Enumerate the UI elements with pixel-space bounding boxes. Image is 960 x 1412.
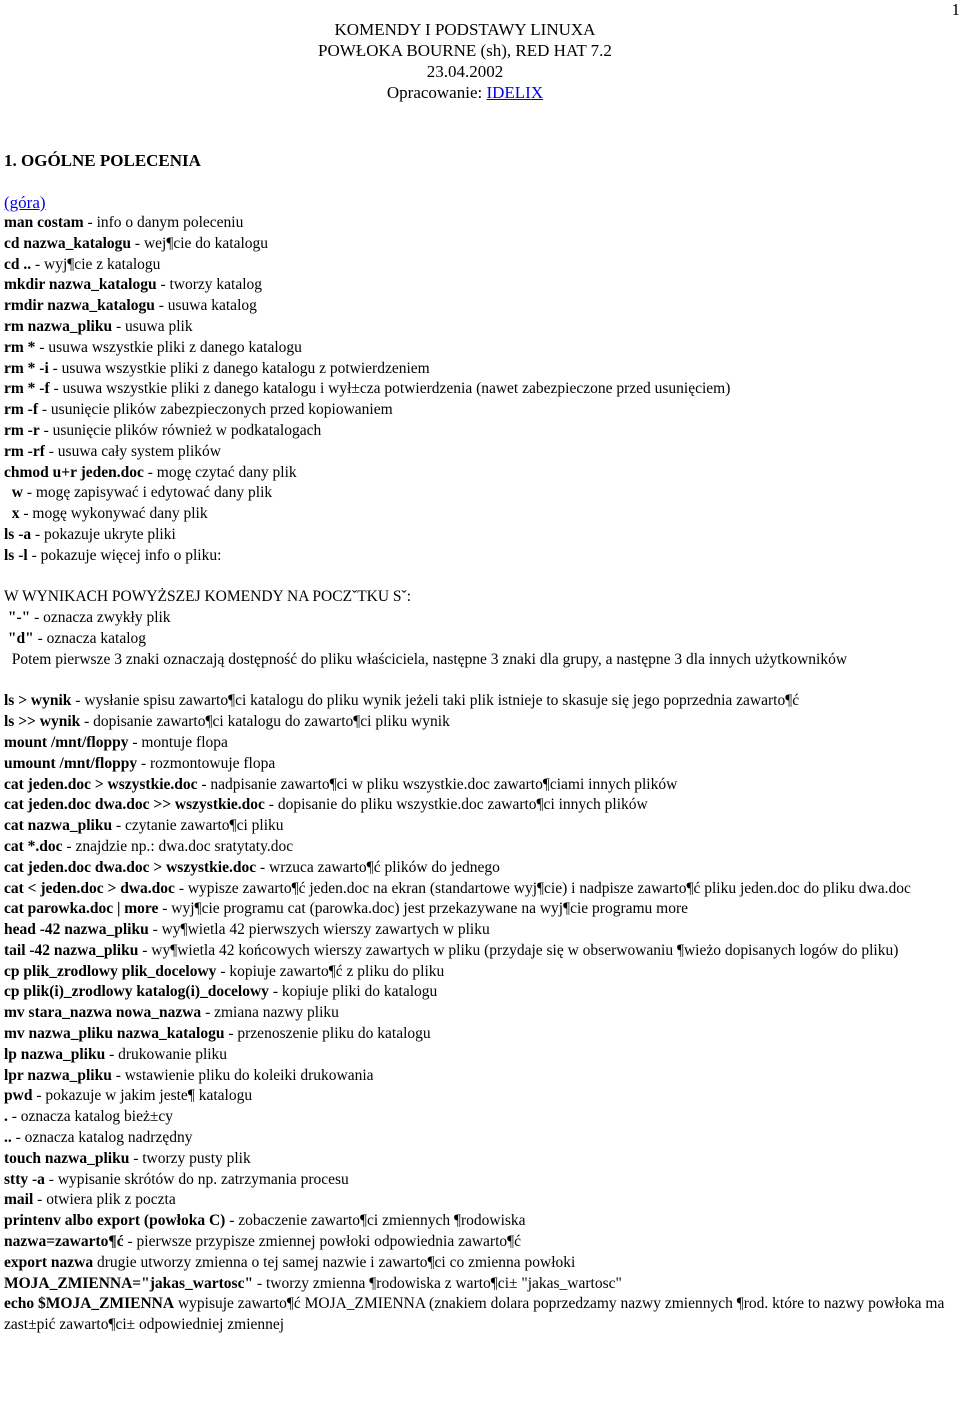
command-description: - usuwa wszystkie pliki z danego katalogu [35, 338, 302, 356]
command-description: - przenoszenie pliku do katalogu [224, 1025, 431, 1043]
command-description: - oznacza katalog bież±cy [7, 1108, 174, 1126]
command-entry [4, 504, 954, 525]
command-entry [4, 255, 954, 276]
command-description: - kopiuje zawarto¶ć z pliku do pliku [216, 962, 445, 980]
command-entry [4, 1190, 954, 1211]
command-name: mv nazwa_pliku nazwa_katalogu [4, 1025, 225, 1043]
command-name: w [4, 484, 23, 502]
command-name: man costam [4, 214, 84, 231]
command-name: cat jeden.doc > wszystkie.doc [4, 775, 198, 793]
command-name: rmdir nazwa_katalogu [4, 297, 155, 315]
command-entry [4, 879, 954, 900]
command-name: cp plik(i)_zrodlowy katalog(i)_docelowy [4, 983, 269, 1001]
document-subtitle: POWŁOKA BOURNE (sh), RED HAT 7.2 [318, 41, 612, 60]
command-entry [4, 1024, 954, 1045]
command-entry [4, 1107, 954, 1128]
page-number: 1 [951, 0, 960, 19]
command-entry [4, 525, 954, 546]
command-name: ls >> wynik [4, 713, 81, 731]
command-description: - usuwa plik [112, 317, 193, 335]
command-entry [4, 629, 954, 650]
command-name: rm * -i [4, 359, 49, 377]
command-name: cd nazwa_katalogu [4, 234, 132, 252]
command-name: lp nazwa_pliku [4, 1045, 106, 1063]
command-description: - info o danym poleceniu [83, 214, 244, 231]
command-entry [4, 754, 954, 775]
author-line [0, 82, 930, 103]
command-entry [4, 1294, 954, 1336]
command-name: .. [4, 1129, 12, 1147]
command-name: stty -a [4, 1170, 45, 1188]
command-name: head -42 nazwa_pliku [4, 921, 149, 939]
command-name: mount /mnt/floppy [4, 733, 129, 751]
command-name: rm -f [4, 401, 38, 419]
command-entry [4, 379, 954, 400]
blank-line [4, 567, 954, 588]
command-entry [4, 1211, 954, 1232]
command-entry [4, 858, 954, 879]
command-description: - montuje flopa [128, 733, 228, 751]
command-entry [4, 421, 954, 442]
command-description: - mogę zapisywać i edytować dany plik [22, 484, 273, 502]
command-name: ls -l [4, 546, 28, 564]
command-entry [4, 962, 954, 983]
command-name: MOJA_ZMIENNA="jakas_wartosc" [4, 1274, 254, 1292]
command-entry [4, 691, 954, 712]
command-entry [4, 1066, 954, 1087]
command-description: - mogę wykonywać dany plik [19, 505, 208, 523]
command-entry [4, 275, 954, 296]
command-description: - pokazuje w jakim jeste¶ katalogu [32, 1087, 253, 1105]
command-description: - wej¶cie do katalogu [131, 234, 269, 252]
command-name: mv stara_nazwa nowa_nazwa [4, 1004, 202, 1022]
command-name: "d" [4, 629, 34, 647]
command-entry [4, 712, 954, 733]
command-description: - tworzy katalog [156, 276, 263, 294]
command-name: pwd [4, 1087, 33, 1105]
command-description: - zmiana nazwy pliku [201, 1004, 339, 1022]
command-entry [4, 650, 954, 671]
command-description: - pokazuje więcej info o pliku: [27, 546, 222, 564]
command-description: Potem pierwsze 3 znaki oznaczają dostępność do pliku właściciela, następne 3 znaki dla grupy, a następne 3 dla innych użytkowników [4, 650, 848, 668]
command-list [4, 213, 954, 1336]
command-description: wypisuje zawarto¶ć MOJA_ZMIENNA (znakiem dolara poprzedzamy nazwy zmiennych ¶rod. które to nazwy powłoka ma zast±pić zawarto¶ci± odpowiedniej zmiennej [4, 1295, 949, 1334]
command-entry [4, 1170, 954, 1191]
command-name: rm * -f [4, 380, 50, 398]
command-description: - rozmontowuje flopa [137, 754, 276, 772]
command-name: . [4, 1108, 8, 1126]
command-description: - wyj¶cie z katalogu [31, 255, 161, 273]
command-entry [4, 234, 954, 255]
command-name: chmod u+r jeden.doc [4, 463, 144, 481]
command-description: - wy¶wietla 42 końcowych wierszy zawartych w pliku (przydaje się w obserwowaniu ¶wieżo dopisanych logów do pliku) [138, 941, 899, 959]
command-name: ls > wynik [4, 692, 72, 710]
command-description: - pokazuje ukryte pliki [31, 525, 176, 543]
command-entry [4, 1232, 954, 1253]
command-description: - usunięcie plików również w podkatalogach [39, 421, 322, 439]
command-name: ls -a [4, 525, 32, 543]
command-name: cp plik_zrodlowy plik_docelowy [4, 962, 217, 980]
command-entry [4, 317, 954, 338]
command-entry [4, 733, 954, 754]
command-description: - nadpisanie zawarto¶ci w pliku wszystkie.doc zawarto¶ciami innych plików [197, 775, 678, 793]
command-entry [4, 775, 954, 796]
command-name: umount /mnt/floppy [4, 754, 138, 772]
command-name: cat jeden.doc dwa.doc > wszystkie.doc [4, 858, 257, 876]
command-entry [4, 608, 954, 629]
command-description: - usuwa wszystkie pliki z danego katalogu i wył±cza potwierdzenia (nawet zabezpieczone przed usunięciem) [49, 380, 731, 398]
command-name: rm -rf [4, 442, 45, 460]
command-entry [4, 920, 954, 941]
command-name: mkdir nazwa_katalogu [4, 276, 157, 294]
command-entry [4, 795, 954, 816]
command-entry [4, 296, 954, 317]
command-name: rm -r [4, 421, 40, 439]
command-entry [4, 1086, 954, 1107]
command-description: - czytanie zawarto¶ci pliku [112, 817, 284, 835]
section-title: 1. OGÓLNE POLECENIA [4, 151, 201, 170]
command-name: printenv albo export (powłoka C) [4, 1212, 226, 1230]
command-description: - wypisanie skrótów do np. zatrzymania procesu [44, 1170, 349, 1188]
command-name: cat parowka.doc | more [4, 900, 159, 918]
command-entry [4, 1045, 954, 1066]
command-name: x [4, 505, 20, 523]
command-description: - wypisze zawarto¶ć jeden.doc na ekran (standartowe wyj¶cie) i nadpisze zawarto¶ć pliku jeden.doc do pliku dwa.doc [174, 879, 911, 897]
command-name: lpr nazwa_pliku [4, 1066, 112, 1084]
command-entry [4, 837, 954, 858]
command-description: - usuwa katalog [154, 297, 257, 315]
command-entry [4, 587, 954, 608]
blank-line [4, 671, 954, 692]
command-description: - otwiera plik z poczta [33, 1191, 176, 1209]
command-description: - kopiuje pliki do katalogu [268, 983, 438, 1001]
author-link[interactable]: IDELIX [486, 83, 544, 102]
command-name: "-" [4, 609, 31, 627]
command-description: - pierwsze przypisze zmiennej powłoki odpowiednia zawarto¶ć [123, 1233, 522, 1251]
command-name: mail [4, 1191, 34, 1209]
command-name: cat jeden.doc dwa.doc >> wszystkie.doc [4, 796, 265, 814]
command-description: - tworzy pusty plik [129, 1149, 251, 1167]
command-entry [4, 816, 954, 837]
command-entry [4, 941, 954, 962]
author-prefix: Opracowanie: [386, 83, 487, 102]
command-description: - mogę czytać dany plik [143, 463, 297, 481]
command-description: - tworzy zmienna ¶rodowiska z warto¶ci± "jakas_wartosc" [253, 1274, 622, 1292]
command-entry [4, 899, 954, 920]
command-name: echo $MOJA_ZMIENNA [4, 1295, 175, 1313]
command-entry [4, 213, 954, 234]
command-name: cat nazwa_pliku [4, 817, 113, 835]
command-entry [4, 483, 954, 504]
command-entry [4, 1149, 954, 1170]
back-to-top-link[interactable]: (góra) [4, 193, 46, 212]
command-entry [4, 338, 954, 359]
command-entry [4, 359, 954, 380]
command-name: cat *.doc [4, 837, 63, 855]
command-name: rm nazwa_pliku [4, 317, 113, 335]
command-description: - wysłanie spisu zawarto¶ci katalogu do pliku wynik jeżeli taki plik istnieje to skasuje się jego poprzednia zawarto¶ć [71, 692, 800, 710]
command-description: - wstawienie pliku do koleiki drukowania [111, 1066, 374, 1084]
command-name: nazwa=zawarto¶ć [4, 1233, 124, 1251]
command-description: drugie utworzy zmienna o tej samej nazwie i zawarto¶ci co zmienna powłoki [93, 1253, 576, 1271]
command-name: cd .. [4, 255, 32, 273]
command-entry [4, 400, 954, 421]
command-name: rm * [4, 338, 36, 356]
command-description: W WYNIKACH POWYŻSZEJ KOMENDY NA POCZˇTKU Sˇ: [4, 588, 412, 606]
command-name: cat < jeden.doc > dwa.doc [4, 879, 175, 897]
command-description: - oznacza katalog nadrzędny [11, 1129, 193, 1147]
command-description: - dopisanie zawarto¶ci katalogu do zawarto¶ci pliku wynik [80, 713, 450, 731]
command-description: - znajdzie np.: dwa.doc sratytaty.doc [62, 837, 294, 855]
command-description: - oznacza katalog [33, 629, 147, 647]
document-title: KOMENDY I PODSTAWY LINUXA [334, 20, 596, 39]
command-description: - drukowanie pliku [105, 1045, 228, 1063]
command-entry [4, 1003, 954, 1024]
command-description: - wyj¶cie programu cat (parowka.doc) jest przekazywane na wyj¶cie programu more [158, 900, 689, 918]
command-name: export nazwa [4, 1253, 94, 1271]
document-date: 23.04.2002 [426, 62, 504, 81]
command-entry [4, 1253, 954, 1274]
command-name: tail -42 nazwa_pliku [4, 941, 139, 959]
command-entry [4, 546, 954, 567]
command-description: - usunięcie plików zabezpieczonych przed kopiowaniem [38, 401, 393, 419]
command-description: - wrzuca zawarto¶ć plików do jednego [256, 858, 500, 876]
command-entry [4, 982, 954, 1003]
command-description: - oznacza zwykły plik [30, 609, 171, 627]
document-header [0, 19, 930, 103]
command-entry [4, 1128, 954, 1149]
command-entry [4, 1274, 954, 1295]
command-description: - zobaczenie zawarto¶ci zmiennych ¶rodowiska [225, 1212, 526, 1230]
command-entry [4, 442, 954, 463]
command-entry [4, 463, 954, 484]
command-description: - usuwa wszystkie pliki z danego katalogu z potwierdzeniem [48, 359, 430, 377]
command-name: touch nazwa_pliku [4, 1149, 130, 1167]
command-description: - usuwa cały system plików [44, 442, 221, 460]
command-description: - wy¶wietla 42 pierwszych wierszy zawartych w pliku [148, 921, 490, 939]
command-description: - dopisanie do pliku wszystkie.doc zawarto¶ci innych plików [264, 796, 648, 814]
